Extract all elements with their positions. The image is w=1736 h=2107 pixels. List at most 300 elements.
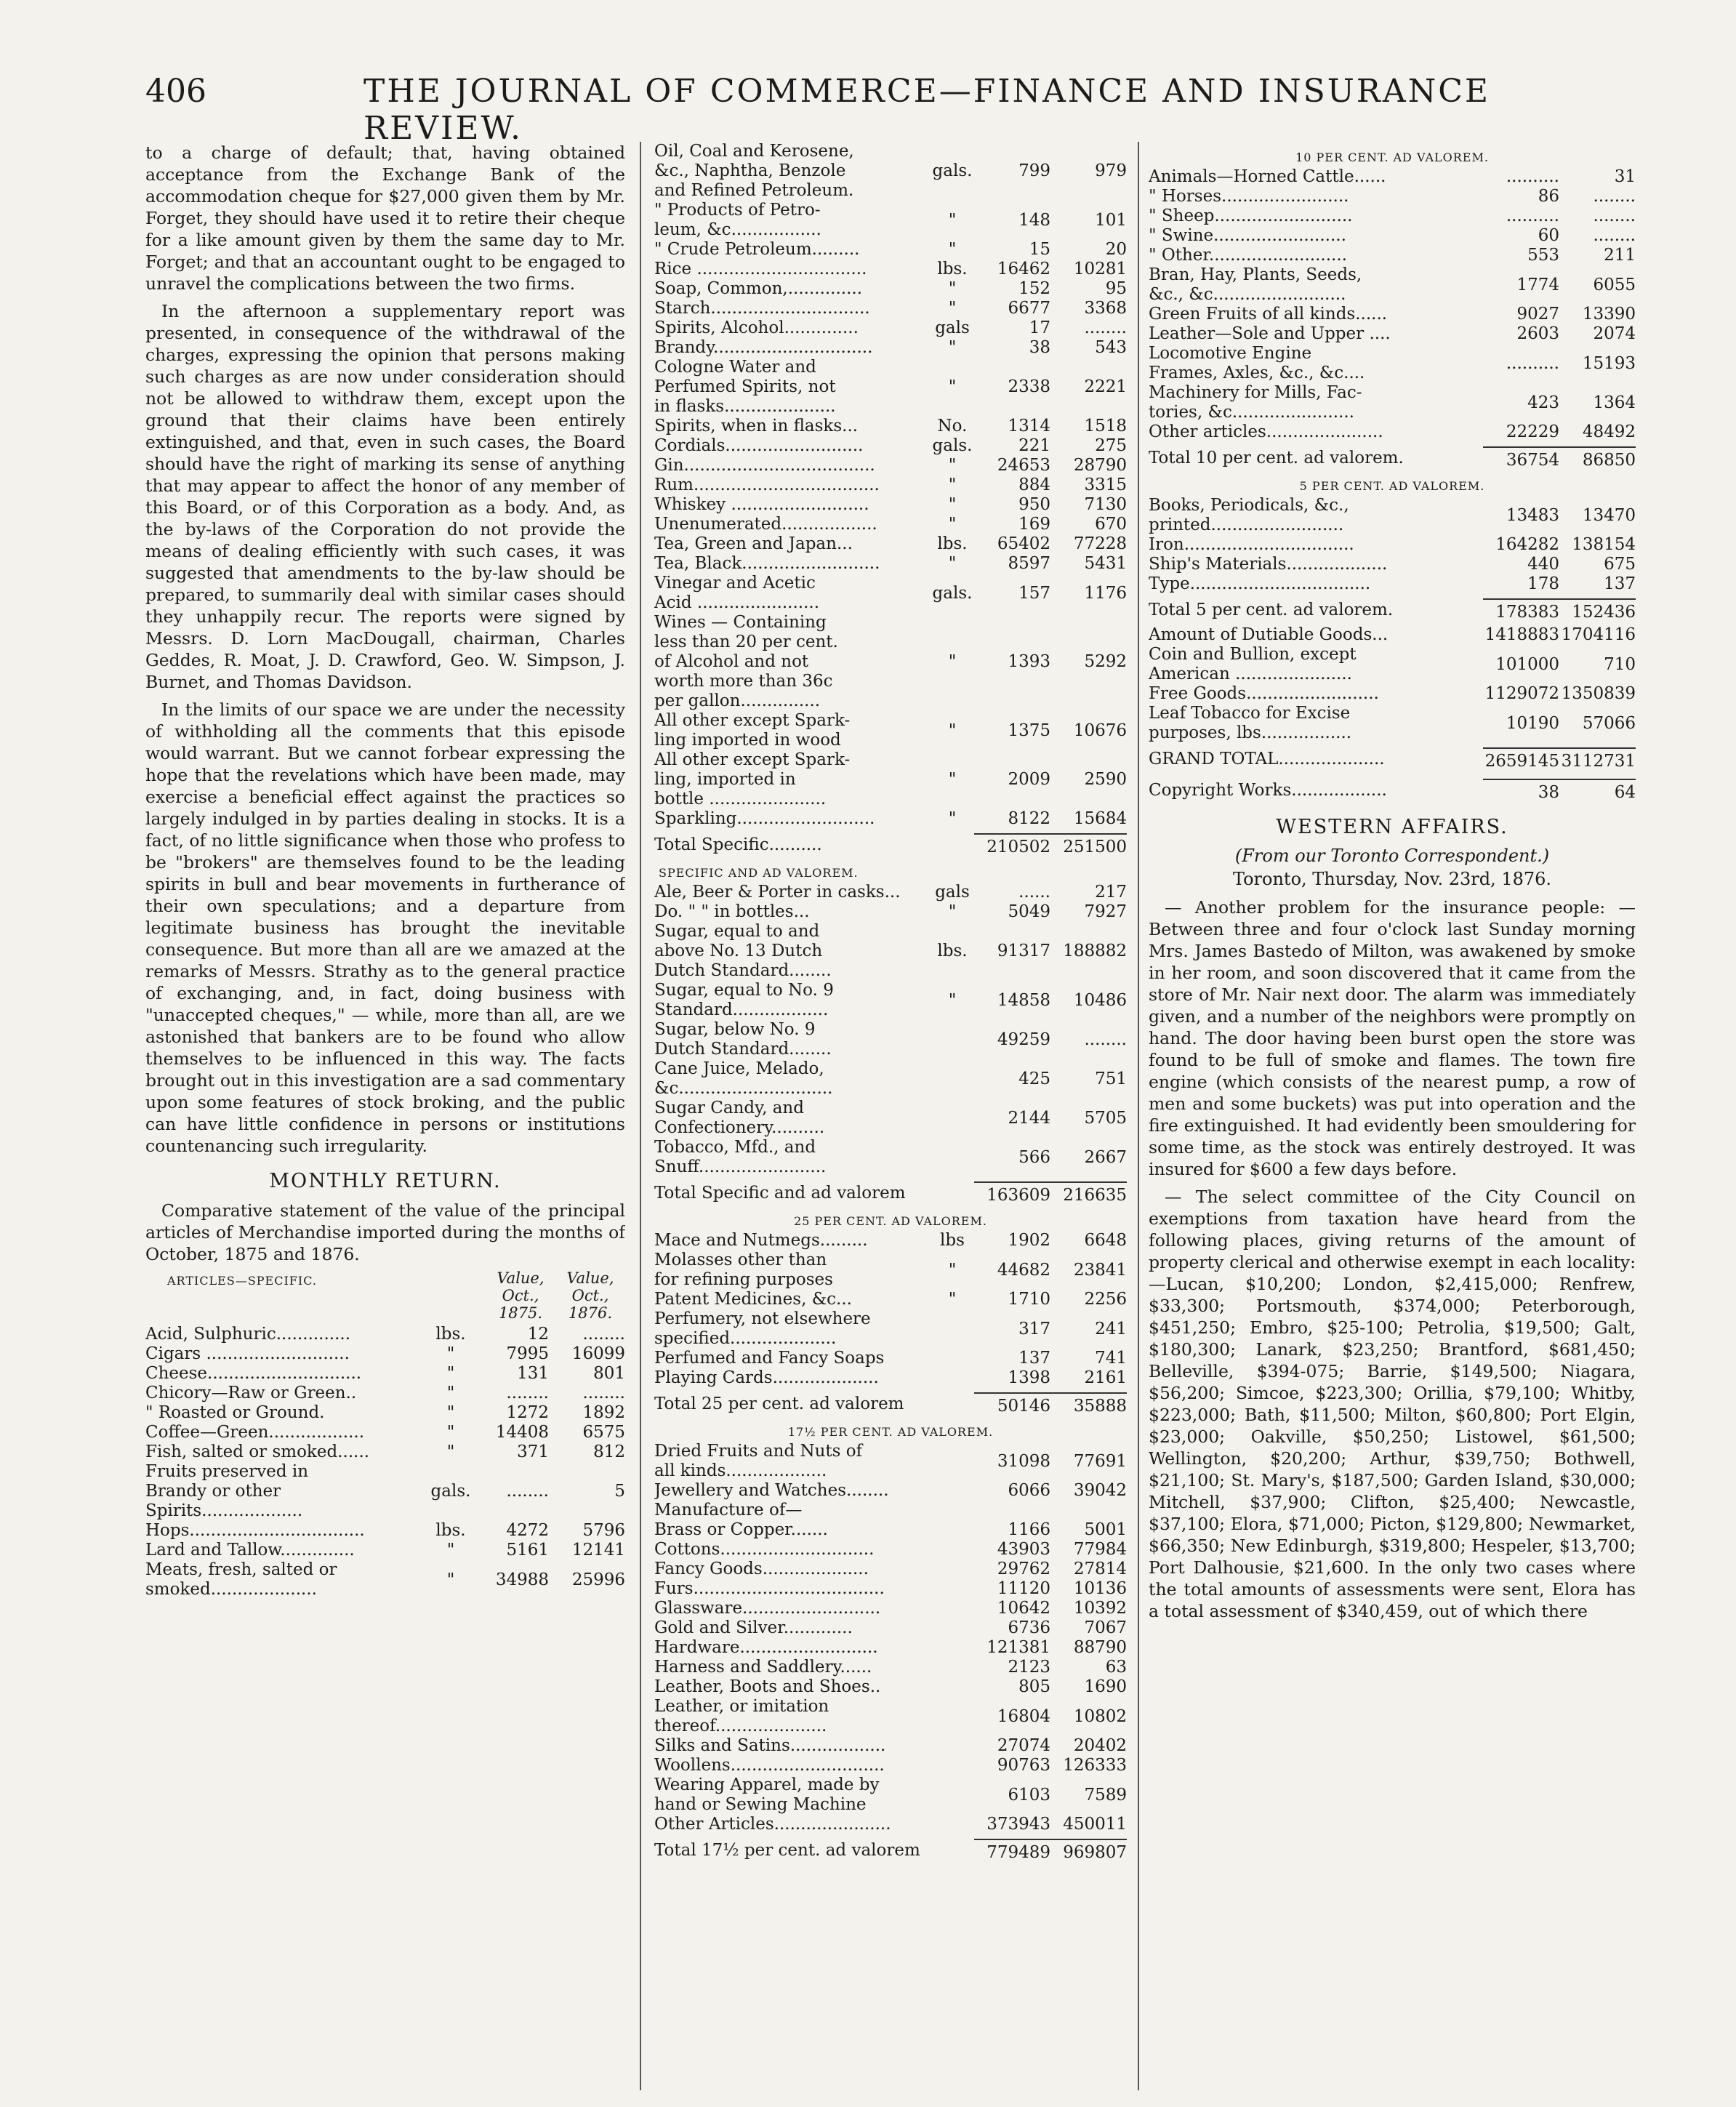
total-label: Total 17½ per cent. ad valorem (654, 1841, 920, 1860)
row-value-1875: ........ (506, 1482, 549, 1501)
table-row (145, 1541, 625, 1560)
western-affairs-title: WESTERN AFFAIRS. (1276, 816, 1508, 838)
table-row (1149, 574, 1636, 594)
row-value-1875: 2603 (1516, 324, 1559, 343)
row-label: Sparkling.......................... (654, 809, 875, 828)
western-affairs-dateline: Toronto, Thursday, Nov. 23rd, 1876. (1232, 869, 1552, 889)
table-row (654, 1638, 1127, 1658)
table-row (654, 1099, 1127, 1138)
table-row (654, 1481, 1127, 1501)
row-label: Hardware.......................... (654, 1638, 878, 1657)
table-row (1149, 226, 1636, 246)
table-row (654, 1540, 1127, 1560)
row-unit: gals (935, 318, 970, 337)
row-value-1876: 10676 (1073, 721, 1127, 740)
column-3 (1149, 142, 1636, 2090)
row-value-1875: 13483 (1506, 505, 1559, 525)
row-value-1875: 10190 (1506, 713, 1559, 733)
running-title: THE JOURNAL OF COMMERCE—FINANCE AND INSURANCE REVIEW. (363, 73, 1490, 147)
row-value-1875: 8597 (1008, 554, 1050, 573)
row-label: Sugar, below No. 9 Dutch Standard........ (654, 1020, 832, 1059)
row-label: Lard and Tallow.............. (145, 1541, 355, 1560)
row-value-1875: 14858 (997, 990, 1050, 1010)
row-value-1876: 77984 (1073, 1540, 1127, 1559)
row-value-1876: 6648 (1084, 1231, 1127, 1250)
row-unit: gals. (932, 436, 973, 455)
table-row (145, 1560, 625, 1600)
row-label: Sugar Candy, and Confectionery.......... (654, 1099, 825, 1137)
row-value-1876: 25996 (571, 1570, 625, 1589)
grand-total-row (1149, 743, 1636, 771)
table-body (145, 1325, 625, 1600)
row-label: Chicory—Raw or Green.. (145, 1384, 357, 1402)
row-unit: " (446, 1541, 455, 1560)
row-value-1876: 710 (1604, 654, 1636, 674)
row-value-1876: 7927 (1084, 902, 1127, 921)
row-value-1876: ........ (1593, 226, 1636, 245)
table-row (654, 574, 1127, 613)
table-row (654, 1059, 1127, 1099)
table-body (654, 883, 1127, 1177)
row-unit: " (948, 1290, 957, 1309)
table-row (145, 1403, 625, 1423)
table-body (1149, 496, 1636, 594)
article-paragraph: — The select committee of the City Council on exemptions from taxation have heard from the following places, giving returns of the amount of property clerical and otherwise exempt in each locality:—Lucan, $10,200; London, $2,415,000; Renfrew, $33,300; Portsmouth, $374,000; Peterborough, $451,250; Embro, $25-100; Petrolia, $19,500; Galt, $180,300; Lanark, $23,250; Brantford, $681,450; Belleville, $394-075; Barrie, $149,500; Niagara, $56,200; Simcoe, $223,300; Orillia, $79,100; Whitby, $223,000; Bath, $11,500; Milton, $60,800; Port Elgin, $23,000; Oakville, $50,250; Listowel, $61,500; Wellington, $20,200; Arthur, $39,750; Bothwell, $21,100; St. Mary's, $187,500; Garden Island, $30,000; Mitchell, $37,900; Clifton, $25,400; Newcastle, $37,100; Elora, $71,000; Picton, $129,800; Newmarket, $66,350; New Edinburgh, $319,800; Hespeler, $13,700; Port Dalhousie, $21,600. In the only two cases where the total amounts of assessments were sent, Elora has a total assessment of $340,459, out of which there (1149, 1187, 1636, 1621)
row-value-1876: 95 (1105, 279, 1127, 298)
row-value-1876: 63 (1105, 1658, 1127, 1677)
row-value-1875: 137 (1018, 1349, 1050, 1368)
table-row (654, 809, 1127, 829)
row-label: Vinegar and Acetic Acid ....................... (654, 574, 820, 612)
table-row (654, 1677, 1127, 1697)
row-value-1875: 371 (517, 1442, 549, 1461)
row-label: Perfumery, not elsewhere specified.................... (654, 1309, 871, 1348)
table-row (654, 1599, 1127, 1618)
row-value-1875: 373943 (986, 1815, 1050, 1834)
row-value-1876: 13390 (1582, 305, 1636, 324)
table-row (1149, 625, 1636, 645)
row-label: " Products of Petro- leum, &c................. (654, 201, 821, 239)
table-row (654, 1251, 1127, 1290)
total-value-1876: 86850 (1559, 446, 1636, 470)
row-value-1876: 3315 (1084, 475, 1127, 494)
row-value-1875: ........ (506, 1384, 549, 1402)
row-value-1875: 10642 (997, 1599, 1050, 1618)
row-label: Leather, Boots and Shoes.. (654, 1677, 881, 1696)
row-value-1876: ........ (1084, 318, 1127, 337)
row-value-1875: 423 (1527, 393, 1559, 412)
row-value-1876: 126333 (1063, 1756, 1127, 1775)
row-value-1876: 5705 (1084, 1108, 1127, 1128)
table-row (654, 515, 1127, 534)
total-label: Total Specific.......... (654, 835, 822, 854)
table-row (145, 1325, 625, 1344)
table-body (1149, 625, 1636, 743)
total-value-1876: 216635 (1050, 1181, 1127, 1205)
table-row (654, 299, 1127, 318)
total-label: GRAND TOTAL.................... (1149, 750, 1385, 768)
total-value-1876: 251500 (1050, 833, 1127, 857)
row-label: Cordials.......................... (654, 436, 864, 455)
row-value-1876: 10392 (1073, 1599, 1127, 1618)
row-value-1875: .......... (1506, 353, 1559, 373)
total-row (654, 829, 1127, 857)
row-value-1876: 88790 (1073, 1638, 1127, 1657)
row-value-1875: 44682 (997, 1260, 1050, 1280)
row-value-1876: 15684 (1073, 809, 1127, 828)
table-row (145, 1521, 625, 1541)
table-row (1149, 684, 1636, 704)
row-value-1875: 16462 (997, 260, 1050, 278)
row-value-1875: 1398 (1008, 1368, 1050, 1387)
row-value-1875: 29762 (997, 1560, 1050, 1578)
western-affairs-subtitle: (From our Toronto Correspondent.) (1234, 846, 1550, 866)
row-value-1875: 38 (1029, 338, 1050, 357)
row-label: Cigars ........................... (145, 1344, 350, 1363)
row-value-1876: 1176 (1084, 583, 1127, 603)
row-value-1875: 884 (1018, 475, 1050, 494)
row-value-1876: 211 (1604, 246, 1636, 265)
row-value-1875: 1418883 (1484, 625, 1559, 644)
row-value-1875: 90763 (997, 1756, 1050, 1775)
row-label: Glassware.......................... (654, 1599, 881, 1618)
row-value-1875: 2009 (1008, 770, 1050, 789)
row-value-1876: 27814 (1073, 1560, 1127, 1578)
row-unit: " (446, 1423, 455, 1442)
row-value-1876: 6055 (1593, 275, 1636, 294)
row-value-1875: 169 (1018, 515, 1050, 534)
row-unit: " (948, 721, 957, 740)
row-value-1876: 5292 (1084, 652, 1127, 671)
row-value-1875: 131 (517, 1364, 549, 1383)
table-row (654, 417, 1127, 436)
row-label: Ale, Beer & Porter in casks... (654, 883, 901, 902)
row-label: Other Articles...................... (654, 1815, 891, 1834)
row-value-1875: 5161 (506, 1541, 549, 1560)
monthly-return-intro: Comparative statement of the value of the principal articles of Merchandise imported during the months of October, 1875 and 1876. (145, 1200, 625, 1264)
row-value-1875: 27074 (997, 1736, 1050, 1755)
row-value-1876: 801 (593, 1364, 625, 1383)
table-row (654, 1138, 1127, 1177)
row-value-1875: .......... (1506, 206, 1559, 225)
table-row (654, 436, 1127, 456)
row-label: Perfumed and Fancy Soaps (654, 1349, 885, 1368)
row-value-1876: 77228 (1073, 534, 1127, 553)
row-value-1876: 5796 (582, 1521, 625, 1540)
row-value-1875: 31098 (997, 1451, 1050, 1471)
total-label: Copyright Works.................. (1149, 781, 1387, 800)
row-label: Unenumerated.................. (654, 515, 877, 534)
total-value-1875: 38 (1483, 779, 1559, 803)
row-value-1875: 1314 (1008, 417, 1050, 436)
row-label: Molasses other than for refining purposes (654, 1251, 833, 1289)
row-unit: gals. (430, 1482, 471, 1501)
row-label: Manufacture of— (654, 1501, 803, 1520)
table-row (654, 1520, 1127, 1540)
row-value-1875: 950 (1018, 495, 1050, 514)
table-row (654, 1231, 1127, 1251)
row-value-1875: 1393 (1008, 652, 1050, 671)
table-row (654, 456, 1127, 475)
total-value-1875: 2659145 (1483, 747, 1559, 771)
row-value-1875: 6677 (1008, 299, 1050, 318)
row-value-1876: 7067 (1084, 1618, 1127, 1637)
row-value-1876: 28790 (1073, 456, 1127, 475)
row-value-1875: 440 (1527, 555, 1559, 574)
row-value-1876: 2667 (1084, 1147, 1127, 1167)
row-value-1876: 5 (614, 1482, 625, 1501)
row-unit: " (948, 279, 957, 298)
row-value-1875: 121381 (986, 1638, 1050, 1657)
row-value-1876: 1690 (1084, 1677, 1127, 1696)
row-value-1875: 22229 (1506, 422, 1559, 441)
article-paragraph: In the afternoon a supplementary report was presented, in consequence of the withdrawal of the charges, expressing the opinion that persons making such charges as are now under consideration should not be allowed to withdraw them, except upon the ground that their claims have been entirely extinguished, and that, even in such cases, the Board should have the right of marking its sense of anything that may appear to affect the honor of any member of this Board, or of this Corporation as a body. And, as the by-laws of the Corporation do not provide the means of dealing efficiently with such cases, it was suggested that amendments to the by-law should be prepared, to summarily deal with similar cases should they unhappily recur. The reports were signed by Messrs. D. Lorn MacDougall, chairman, Charles Geddes, R. Moat, J. D. Crawford, Geo. W. Simpson, J. Burnet, and Thomas Davidson. (145, 301, 625, 692)
row-label: Soap, Common,.............. (654, 279, 863, 298)
table-header (145, 1269, 625, 1322)
row-value-1876: 241 (1095, 1319, 1127, 1339)
row-unit: " (948, 809, 957, 828)
row-value-1875: 1272 (506, 1403, 549, 1422)
total-value-1875: 50146 (974, 1392, 1050, 1416)
row-label: Patent Medicines, &c... (654, 1290, 852, 1309)
row-label: Playing Cards.................... (654, 1368, 879, 1387)
row-value-1875: 1902 (1008, 1231, 1050, 1250)
row-label: Coin and Bullion, except American ...................... (1149, 645, 1357, 683)
row-value-1875: 178 (1527, 574, 1559, 593)
column-1 (145, 142, 625, 2090)
table-row (654, 260, 1127, 279)
row-value-1876: ........ (582, 1384, 625, 1402)
row-unit: " (948, 1260, 957, 1280)
row-label: Locomotive Engine Frames, Axles, &c., &c.... (1149, 344, 1365, 382)
row-label: Meats, fresh, salted or smoked.................... (145, 1560, 337, 1599)
total-value-1876: 64 (1559, 779, 1636, 803)
row-label: Cologne Water and Perfumed Spirits, not in flasks..................... (654, 358, 836, 416)
row-value-1876: 543 (1095, 338, 1127, 357)
row-value-1876: 23841 (1073, 1260, 1127, 1280)
row-value-1876: 6575 (582, 1423, 625, 1442)
total-row (1149, 442, 1636, 470)
row-label: Iron................................ (1149, 535, 1354, 554)
table-row (1149, 535, 1636, 555)
row-value-1875: 221 (1018, 436, 1050, 455)
row-value-1875: 2338 (1008, 377, 1050, 396)
table-row (654, 1775, 1127, 1815)
row-label: Other articles...................... (1149, 422, 1383, 441)
row-value-1876: 1350839 (1561, 684, 1636, 703)
monthly-return-title: MONTHLY RETURN. (269, 1170, 502, 1192)
row-value-1876: 7589 (1084, 1785, 1127, 1805)
row-unit: " (446, 1384, 455, 1402)
row-value-1875: 1710 (1008, 1290, 1050, 1309)
total-value-1876: 969807 (1050, 1839, 1127, 1863)
row-value-1876: 101 (1095, 210, 1127, 230)
table-row (654, 1290, 1127, 1309)
row-unit: " (446, 1403, 455, 1422)
row-value-1876: 1364 (1593, 393, 1636, 412)
table-header-label: ARTICLES—SPECIFIC. (167, 1274, 317, 1288)
row-unit: No. (937, 417, 968, 436)
row-label: Mace and Nutmegs......... (654, 1231, 868, 1250)
row-unit: gals. (932, 161, 973, 180)
row-value-1875: 317 (1018, 1319, 1050, 1339)
row-label: Jewellery and Watches........ (654, 1481, 889, 1500)
row-unit: lbs. (937, 534, 968, 553)
copyright-row (1149, 774, 1636, 803)
table-row (654, 338, 1127, 358)
row-unit: lbs. (937, 942, 968, 960)
row-value-1876: 10486 (1073, 990, 1127, 1010)
table-row (654, 902, 1127, 922)
row-value-1876: ........ (582, 1325, 625, 1344)
row-value-1875: 8122 (1008, 809, 1050, 828)
row-label: Leather, or imitation thereof..................... (654, 1697, 829, 1735)
row-value-1876: 39042 (1073, 1481, 1127, 1500)
row-unit: lbs. (435, 1521, 466, 1540)
row-label: Sugar, equal to No. 9 Standard.................. (654, 981, 834, 1019)
row-value-1875: 6066 (1008, 1481, 1050, 1500)
category-heading: 5 PER CENT. AD VALOREM. (1299, 479, 1485, 493)
row-label: Hops................................. (145, 1521, 365, 1540)
row-value-1876: 741 (1095, 1349, 1127, 1368)
row-label: Furs.................................... (654, 1579, 885, 1598)
table-row (145, 1384, 625, 1403)
row-value-1876: 217 (1095, 883, 1127, 902)
row-label: Wearing Apparel, made by hand or Sewing Machine (654, 1775, 880, 1814)
table-row (654, 613, 1127, 711)
row-label: " Crude Petroleum......... (654, 240, 860, 259)
row-value-1876: 3368 (1084, 299, 1127, 318)
row-value-1875: 164282 (1495, 535, 1559, 554)
row-value-1875: 5049 (1008, 902, 1050, 921)
row-label: Fancy Goods.................... (654, 1560, 869, 1578)
table-row (654, 495, 1127, 515)
table-row (1149, 422, 1636, 442)
row-unit: " (948, 456, 957, 475)
category-heading: SPECIFIC AND AD VALOREM. (659, 866, 859, 880)
category-heading: 10 PER CENT. AD VALOREM. (1295, 150, 1489, 164)
row-unit: " (948, 495, 957, 514)
row-label: Type.................................. (1149, 574, 1371, 593)
row-value-1875: 553 (1527, 246, 1559, 265)
row-label: " Other.......................... (1149, 246, 1347, 265)
row-value-1876: 31 (1614, 167, 1636, 186)
row-value-1875: 101000 (1495, 654, 1559, 674)
table-row (1149, 645, 1636, 684)
row-value-1876: 12141 (571, 1541, 625, 1560)
row-value-1875: 1129072 (1484, 684, 1559, 703)
total-value-1875: 163609 (974, 1181, 1050, 1205)
table-row (654, 922, 1127, 981)
table-row (654, 1560, 1127, 1579)
row-value-1875: 16804 (997, 1706, 1050, 1726)
table-row (1149, 265, 1636, 305)
row-label: Rice ................................ (654, 260, 867, 278)
row-value-1876: 20 (1105, 240, 1127, 259)
row-unit: " (948, 240, 957, 259)
row-value-1876: ........ (1084, 1030, 1127, 1049)
row-label: Silks and Satins.................. (654, 1736, 886, 1755)
row-label: Sugar, equal to and above No. 13 Dutch Dutch Standard........ (654, 922, 832, 980)
row-value-1875: ...... (1018, 883, 1050, 902)
row-value-1876: 20402 (1073, 1736, 1127, 1755)
table-row (654, 1020, 1127, 1059)
row-unit: " (446, 1442, 455, 1461)
row-label: Wines — Containing less than 20 per cent. of Alcohol and not worth more than 36c per gallon............... (654, 613, 838, 710)
row-value-1876: 7130 (1084, 495, 1127, 514)
row-value-1876: 10136 (1073, 1579, 1127, 1598)
table-header-col1: Value, Oct., 1875. (497, 1269, 544, 1322)
table-row (1149, 344, 1636, 383)
row-label: Dried Fruits and Nuts of all kinds................... (654, 1442, 863, 1480)
row-label: " Swine......................... (1149, 226, 1346, 245)
row-label: Coffee—Green.................. (145, 1423, 365, 1442)
row-unit: " (948, 990, 957, 1010)
row-label: Spirits, Alcohol.............. (654, 318, 859, 337)
table-row (1149, 206, 1636, 226)
row-label: Do. " " in bottles... (654, 902, 810, 921)
table-row (654, 1368, 1127, 1388)
row-value-1876: 2161 (1084, 1368, 1127, 1387)
table-row (1149, 246, 1636, 265)
row-label: Brandy.............................. (654, 338, 873, 357)
total-value-1875: 36754 (1483, 446, 1559, 470)
row-value-1876: 450011 (1063, 1815, 1127, 1834)
row-label: Bran, Hay, Plants, Seeds, &c., &c......................... (1149, 265, 1362, 304)
row-label: Tea, Green and Japan... (654, 534, 853, 553)
table-row (1149, 555, 1636, 574)
table-row (145, 1442, 625, 1462)
column-rule (1138, 142, 1139, 2090)
table-row (654, 981, 1127, 1020)
column-rule (640, 142, 641, 2090)
table-row (1149, 704, 1636, 743)
table-row (654, 1658, 1127, 1677)
table-row (654, 534, 1127, 554)
row-unit: " (948, 210, 957, 230)
table-row (1149, 167, 1636, 187)
row-value-1875: 6103 (1008, 1785, 1050, 1805)
row-value-1876: 1518 (1084, 417, 1127, 436)
table-header-col2: Value, Oct., 1876. (566, 1269, 614, 1322)
table-row (145, 1423, 625, 1442)
row-value-1875: 566 (1018, 1147, 1050, 1167)
row-label: Rum................................... (654, 475, 880, 494)
row-value-1876: 138154 (1572, 535, 1636, 554)
total-value-1876: 35888 (1050, 1392, 1127, 1416)
row-label: All other except Spark- ling imported in wood (654, 711, 851, 750)
page-header (145, 73, 1643, 147)
row-label: Amount of Dutiable Goods... (1149, 625, 1389, 644)
row-value-1875: 15 (1029, 240, 1050, 259)
row-label: Whiskey .......................... (654, 495, 869, 514)
table-row (654, 883, 1127, 902)
total-row (654, 1834, 1127, 1863)
total-row (1149, 594, 1636, 622)
row-label: Harness and Saddlery...... (654, 1658, 872, 1677)
total-label: Total 25 per cent. ad valorem (654, 1394, 904, 1413)
row-value-1876: 137 (1604, 574, 1636, 593)
total-value-1876: 152436 (1559, 598, 1636, 622)
column-2 (654, 142, 1127, 2090)
row-value-1875: 4272 (506, 1521, 549, 1540)
row-unit: " (948, 902, 957, 921)
table-row (654, 358, 1127, 417)
row-value-1876: 5001 (1084, 1520, 1127, 1539)
row-unit: " (948, 299, 957, 318)
row-label: " Roasted or Ground. (145, 1403, 325, 1422)
row-label: Tea, Black.......................... (654, 554, 880, 573)
